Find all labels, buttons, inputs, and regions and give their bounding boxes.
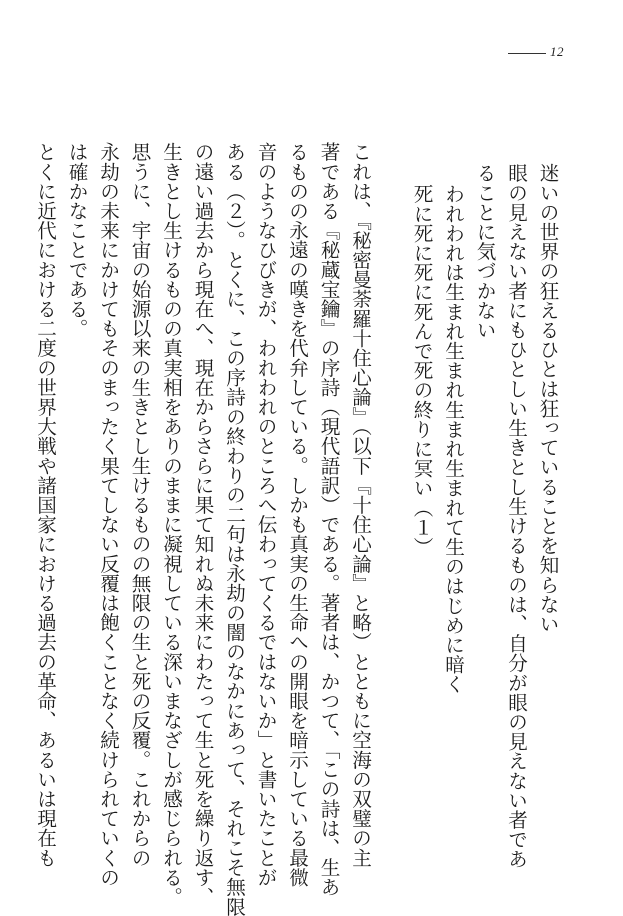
verse-line: 眼の見えない者にもひとしい生きとし生けるものは、自分が眼の見えない者であ (504, 163, 528, 869)
paragraph-line: ある（２）。とくに、この序詩の終わりの二句は永劫の闇のなかにあって、それこそ無限 (222, 142, 246, 916)
paragraph-line: 永劫の未来にかけてもそのまったく果てしない反覆は飽くことなく続けられていくの (96, 142, 120, 887)
paragraph-line: 著である『秘蔵宝鑰』の序詩（現代語訳）である。著者は、かつて、「この詩は、生あ (317, 142, 340, 897)
paragraph-line: 思うに、宇宙の始源以来の生きとし生けるものの無限の生と死の反覆。これからの (128, 142, 151, 868)
paragraph-gap (376, 142, 406, 840)
verse-line: われわれは生まれ生まれ生まれ生まれて生のはじめに暗く (441, 184, 465, 694)
paragraph-line: 音のようなひびきが、われわれのところへ伝わってくるではないか」と書いたことが (254, 142, 277, 887)
verse-line: ることに気づかない (473, 163, 496, 340)
header-rule (508, 53, 546, 54)
paragraph-line: とくに近代における二度の世界大戦や諸国家における過去の革命、あるいは現在も (33, 142, 57, 868)
paragraph-line: の遠い過去から現在へ、現在からさらに果て知れぬ未来にわたって生と死を繰り返す、 (191, 142, 214, 907)
paragraph-line: これは、『秘密曼荼羅十住心論』（以下『十住心論』と略）とともに空海の双璧の主 (348, 142, 372, 868)
page-number-text: 12 (550, 44, 564, 59)
paragraph-line: は確かなことである。 (65, 142, 88, 338)
verse-line: 迷いの世界の狂えるひとは狂っていることを知らない (536, 163, 559, 634)
paragraph-line: 生きとし生けるものの真実相をありのままに凝視している深いまなざしが感じられる。 (159, 142, 183, 907)
vertical-body-text (29, 142, 563, 916)
page-number (508, 44, 564, 60)
paragraph-line: るものの永遠の嘆きを代弁している。しかも真実の生命への開眼を暗示している最微 (285, 142, 309, 887)
verse-line: 死に死に死に死んで死の終りに冥い（１） (410, 184, 433, 557)
